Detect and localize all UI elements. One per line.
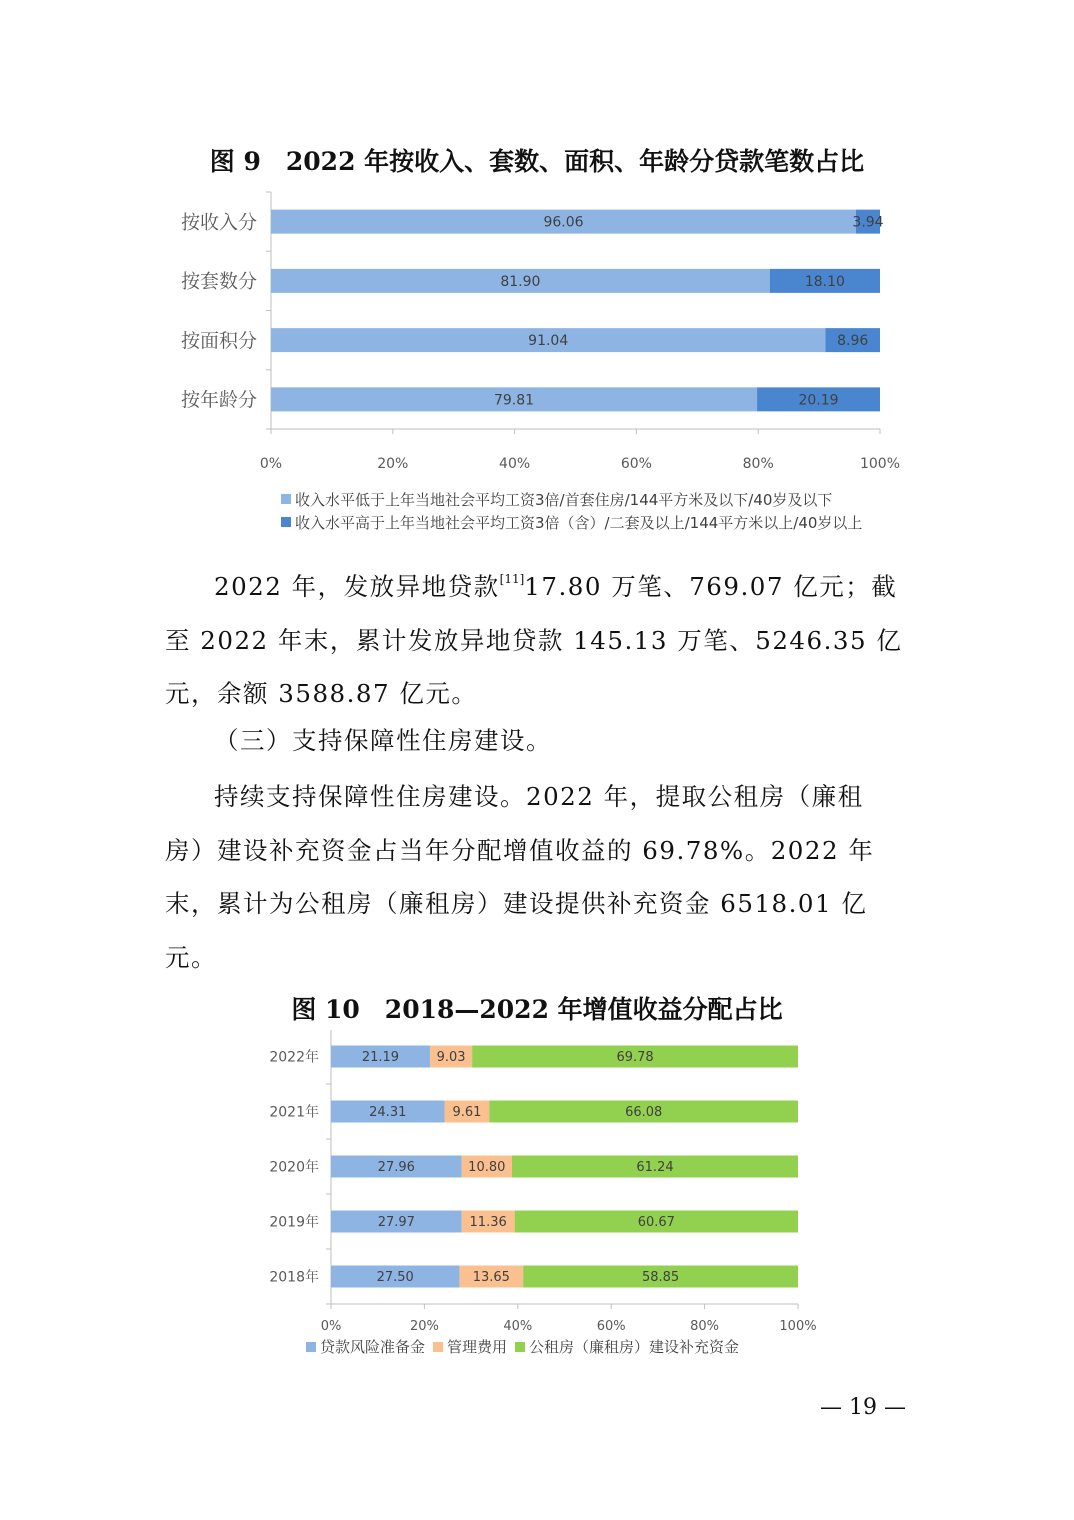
data-label: 8.96: [837, 333, 869, 350]
data-label: 11.36: [469, 1215, 507, 1231]
x-tick-label: 60%: [620, 456, 652, 472]
data-label: 27.96: [377, 1160, 415, 1176]
category-label: 2021年: [269, 1104, 319, 1121]
p1-line1-b: 17.80 万笔、769.07 亿元；截: [524, 572, 898, 601]
legend-swatch: [515, 1342, 525, 1352]
data-label: 58.85: [641, 1270, 680, 1286]
x-tick-label: 20%: [377, 456, 409, 472]
x-tick-label: 40%: [503, 1319, 533, 1334]
x-tick-label: 20%: [409, 1319, 439, 1334]
legend-label: 收入水平低于上年当地社会平均工资3倍/首套住房/144平方米及以下/40岁及以下: [295, 491, 833, 509]
data-label: 9.03: [436, 1050, 466, 1066]
x-tick-label: 0%: [320, 1319, 342, 1334]
figure9-title: 图 9 2022 年按收入、套数、面积、年龄分贷款笔数占比: [209, 147, 865, 176]
p1-line1-a: 2022 年，发放异地贷款: [214, 572, 500, 601]
legend-swatch: [281, 494, 291, 504]
legend-swatch: [433, 1342, 443, 1352]
x-tick-label: 100%: [859, 456, 901, 472]
data-label: 20.19: [798, 392, 839, 409]
data-label: 9.61: [452, 1105, 482, 1121]
x-tick-label: 40%: [499, 456, 531, 472]
category-label: 按套数分: [180, 270, 257, 293]
data-label: 13.65: [472, 1270, 510, 1286]
category-label: 2019年: [269, 1214, 319, 1231]
figure10-chart: [0, 1030, 1074, 1370]
p2-line2: 房）建设补充资金占当年分配增值收益的 69.78%。2022 年: [165, 835, 875, 865]
x-tick-label: 0%: [259, 456, 283, 472]
legend-label: 收入水平高于上年当地社会平均工资3倍（含）/二套及以上/144平方米以上/40岁以上: [295, 514, 863, 532]
paragraph-housing-support: [165, 770, 913, 984]
category-label: 2018年: [269, 1269, 319, 1286]
x-tick-label: 100%: [779, 1319, 817, 1334]
category-label: 2020年: [269, 1159, 319, 1176]
data-label: 24.31: [369, 1105, 407, 1121]
p1-line2: 至 2022 年末，累计发放异地贷款 145.13 万笔、5246.35 亿: [165, 625, 903, 655]
figure10-title: 图 10 2018—2022 年增值收益分配占比: [291, 995, 783, 1024]
data-label: 3.94: [852, 214, 884, 231]
data-label: 81.90: [500, 273, 541, 290]
x-tick-label: 80%: [742, 456, 774, 472]
category-label: 2022年: [269, 1049, 319, 1066]
p2-line3: 末，累计为公租房（廉租房）建设提供补充资金 6518.01 亿: [165, 889, 868, 918]
page-number: — 19 —: [820, 1395, 906, 1420]
p1-line3: 元，余额 3588.87 亿元。: [165, 679, 478, 708]
data-label: 79.81: [493, 392, 535, 409]
data-label: 27.97: [377, 1215, 415, 1231]
data-label: 10.80: [468, 1160, 506, 1176]
legend-swatch: [306, 1342, 316, 1352]
data-label: 96.06: [543, 214, 584, 231]
p2-line4: 元。: [165, 942, 217, 972]
data-label: 61.24: [636, 1160, 674, 1176]
data-label: 66.08: [625, 1105, 663, 1121]
p2-line1: 持续支持保障性住房建设。2022 年，提取公租房（廉租: [214, 782, 864, 811]
data-label: 18.10: [804, 273, 845, 290]
data-label: 27.50: [376, 1270, 414, 1286]
data-label: 91.04: [528, 333, 569, 350]
category-label: 按面积分: [180, 329, 257, 352]
data-label: 69.78: [616, 1050, 654, 1066]
legend-label: 贷款风险准备金: [320, 1338, 426, 1356]
legend-label: 公租房（廉租房）建设补充资金: [529, 1338, 740, 1356]
data-label: 60.67: [637, 1215, 675, 1231]
category-label: 按收入分: [180, 211, 257, 234]
legend-label: 管理费用: [447, 1338, 508, 1356]
footnote-ref: [11]: [499, 572, 525, 586]
x-tick-label: 60%: [596, 1319, 626, 1334]
section-heading: [214, 714, 962, 768]
heading-text: （三）支持保障性住房建设。: [214, 726, 552, 755]
category-label: 按年龄分: [180, 389, 257, 412]
paragraph-remote-loans: [165, 553, 913, 721]
legend-swatch: [281, 517, 291, 527]
x-tick-label: 80%: [690, 1319, 720, 1334]
data-label: 21.19: [361, 1050, 400, 1066]
